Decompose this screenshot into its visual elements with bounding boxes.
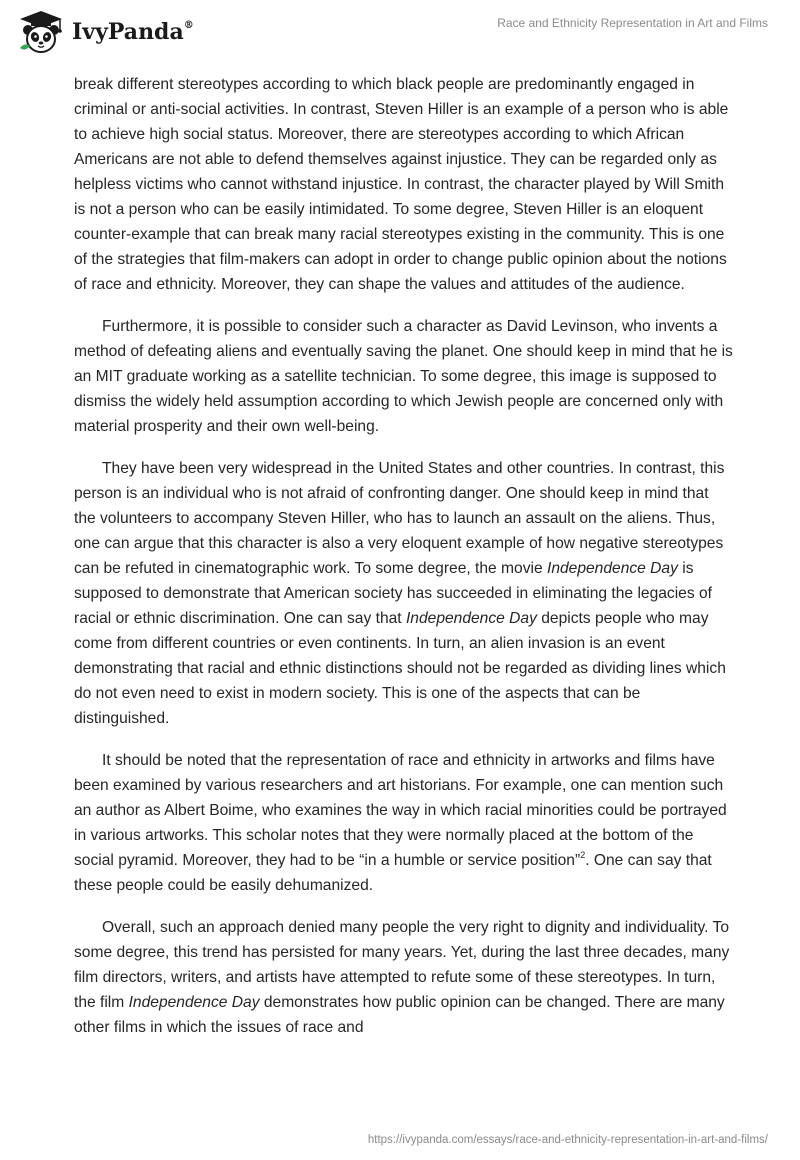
footnote-ref[interactable]: 2 [580,849,586,860]
film-title: Independence Day [128,994,260,1011]
document-title: Race and Ethnicity Representation in Art and Films [497,16,768,30]
ivypanda-logo[interactable] [16,8,194,58]
paragraph-1: break different stereotypes according to which black people are predominantly engaged in criminal or anti-social activities. In contrast, Steven Hiller is an example of a person who is able to achieve high social status. Moreover, there are stereotypes according to which African Americans are not able to defend themselves against injustice. They can be regarded only as helpless victims who cannot withstand injustice. In contrast, the character played by Will Smith is not a person who can be easily intimidated. To some degree, Steven Hiller is an eloquent counter-example that can break many racial stereotypes existing in the community. This is one of the strategies that film-makers can adopt in order to change public opinion about the notions of race and ethnicity. Moreover, they can shape the values and attitudes of the audience. [74,76,729,293]
film-title: Independence Day [546,560,678,577]
paragraph-4: It should be noted that the representation of race and ethnicity in artworks and films have been examined by various researchers and art historians. For example, one can mention such an author as Albert Boime, who examines the way in which racial minorities could be portrayed in various artworks. This scholar notes that they were normally placed at the bottom of the social pyramid. Moreover, they had to be “in a humble or service position”$^2$. One can say that these people could be easily dehumanized. [74,752,727,894]
paragraph-2: Furthermore, it is possible to consider such a character as David Levinson, who invents a method of defeating aliens and eventually saving the planet. One should keep in mind that he is an MIT graduate working as a satellite technician. To some degree, this image is supposed to dismiss the widely held assumption according to which Jewish people are concerned only with material prosperity and their own well-being. [74,318,733,435]
logo-wordmark: IvyPanda® [72,19,194,45]
panda-graduate-icon [16,8,66,58]
paragraph-5: Overall, such an approach denied many people the very right to dignity and individuality. To some degree, this trend has persisted for many years. Yet, during the last three decades, many film directors, writers, and artists have attempted to refute some of these stereotypes. In turn, the film Independence Day demonstrates how public opinion can be changed. There are many other films in which the issues of race and [74,919,730,1036]
film-title: Independence Day [405,610,537,627]
page-header [0,0,800,64]
paragraph-3: They have been very widespread in the United States and other countries. In contrast, this person is an individual who is not afraid of confronting danger. One should keep in mind that the volunteers to accompany Steven Hiller, who has to launch an assault on the aliens. Thus, one can argue that this character is also a very eloquent example of how negative stereotypes can be refuted in cinematographic work. To some degree, the movie Independence Day is supposed to demonstrate that American society has succeeded in eliminating the legacies of racial or ethnic discrimination. One can say that Independence Day depicts people who may come from different countries or even continents. In turn, an alien invasion is an event demonstrating that racial and ethnic distinctions should not be regarded as dividing lines which do not even need to exist in modern society. This is one of the aspects that can be distinguished. [74,460,726,727]
source-url[interactable]: https://ivypanda.com/essays/race-and-ethnicity-representation-in-art-and-films/ [367,1134,768,1146]
essay-body [74,72,734,1057]
